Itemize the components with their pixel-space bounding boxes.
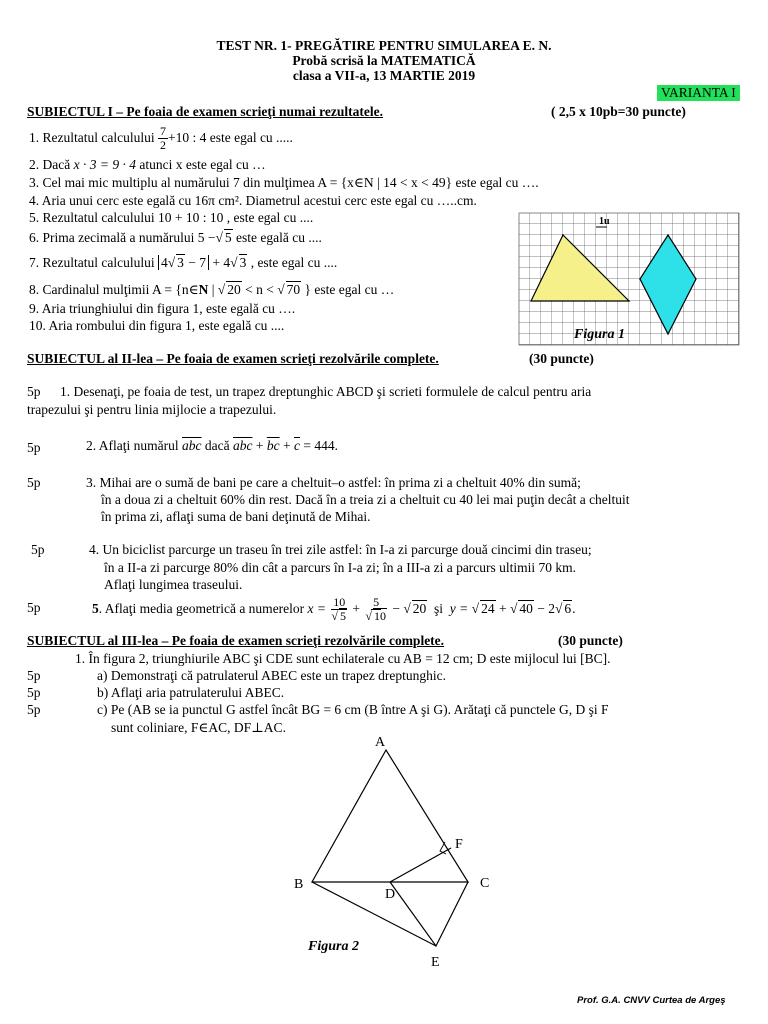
problem-4-points: 5p <box>31 542 45 557</box>
point-b-label: B <box>294 877 304 892</box>
problem-1: 1. Desenaţi, pe foaia de test, un trapez dreptunghic ABCD şi scrieti formulele de calcul pentru aria <box>60 384 592 399</box>
point-a-label: A <box>375 735 386 750</box>
problem-5: 5. Aflaţi media geometrică a numerelor x = $\frac{10}{√ 5}$ + $\frac{5}{√ 10}$ − √ 20 şi y = √ 24 + √ 40 − 2√ 6. <box>92 595 576 624</box>
task-c-cont: sunt coliniare, F∈AC, DF⊥AC. <box>111 720 286 735</box>
question-10: 10. Aria rombului din figura 1, este egală cu .... <box>29 318 285 333</box>
subject-2-title: SUBIECTUL al II-lea – Pe foaia de examen scrieţi rezolvările complete. <box>27 351 439 366</box>
unit-label: 1u <box>599 216 610 227</box>
point-d-label: D <box>385 887 396 902</box>
question-8: 8. Cardinalul mulţimii A = {n∈N | √ 20 < n < √ 70 } este egal cu … <box>29 282 395 297</box>
question-1: 1. Rezultatul calculului $\frac{7}{2}$ +10 : 4 este egal cu ..... <box>29 124 293 153</box>
triangle-cde-sides <box>390 882 468 946</box>
question-5: 5. Rezultatul calculului 10 + 10 : 10 , este egal cu .... <box>29 210 314 225</box>
figure-1-label: Figura 1 <box>574 327 625 342</box>
question-7: 7. Rezultatul calculului 4√ 3 − 7 + 4√ 3 , este egal cu .... <box>29 255 338 270</box>
problem-3-points: 5p <box>27 475 41 490</box>
question-9: 9. Aria triunghiului din figura 1, este egală cu …. <box>29 301 296 316</box>
task-b: b) Aflaţi aria patrulaterului ABEC. <box>97 685 285 700</box>
subject-3-intro: 1. În figura 2, triunghiurile ABC şi CDE sunt echilaterale cu AB = 12 cm; D este mijlocul lui [BC]. <box>75 651 611 666</box>
variant-badge: VARIANTA I <box>657 85 740 101</box>
test-date: clasa a VII-a, 13 MARTIE 2019 <box>292 68 476 83</box>
task-b-points: 5p <box>27 685 41 700</box>
subject-1-title: SUBIECTUL I – Pe foaia de examen scrieţi numai rezultatele. <box>27 104 383 119</box>
task-a-points: 5p <box>27 668 41 683</box>
problem-1-points: 5p <box>27 384 41 399</box>
question-2: 2. Dacă x · 3 = 9 · 4 atunci x este egal cu … <box>29 157 266 172</box>
point-f-label: F <box>455 837 463 852</box>
problem-4-cont1: în a II-a zi parcurge 80% din cât a parcurs în I-a zi; în a III-a zi a parcurs ultimii 70 km. <box>104 560 577 575</box>
point-e-label: E <box>431 955 440 970</box>
triangle-abc <box>312 750 468 882</box>
task-a: a) Demonstraţi că patrulaterul ABEC este un trapez dreptunghic. <box>97 668 447 683</box>
subject-3-points: (30 puncte) <box>558 633 623 648</box>
problem-3-cont1: în a doua zi a cheltuit 60% din rest. Dacă în a treia zi a cheltuit cu 40 lei mai puţin decât a cheltuit <box>101 492 630 507</box>
problem-5-points: 5p <box>27 600 41 615</box>
subject-1-points: ( 2,5 x 10pb=30 puncte) <box>551 104 686 119</box>
figure-2-label: Figura 2 <box>308 939 359 954</box>
question-6: 6. Prima zecimală a numărului 5 −√ 5 este egală cu .... <box>29 230 322 245</box>
problem-3: 3. Mihai are o sumă de bani pe care a cheltuit–o astfel: în prima zi a cheltuit 40% din sumă; <box>86 475 581 490</box>
test-title: TEST NR. 1- PREGĂTIRE PENTRU SIMULAREA E. N. <box>216 38 552 53</box>
problem-2: 2. Aflaţi numărul $\overline{abc}$ dacă $\overline{abc} + \overline{bc} + \overline{c} = 444$. <box>86 438 338 453</box>
task-c-points: 5p <box>27 702 41 717</box>
figure-1 <box>518 212 740 346</box>
segment-df <box>390 848 451 882</box>
problem-1-cont: trapezului şi pentru linia mijlocie a trapezului. <box>27 402 277 417</box>
subject-2-points: (30 puncte) <box>529 351 594 366</box>
question-4: 4. Aria unui cerc este egală cu 16π cm². Diametrul acestui cerc este egal cu …..cm. <box>29 193 477 208</box>
figure-2 <box>290 730 510 975</box>
problem-3-cont2: în prima zi, aflaţi suma de bani deţinută de Mihai. <box>101 509 371 524</box>
right-angle-mark <box>440 842 446 854</box>
problem-4: 4. Un biciclist parcurge un traseu în trei zile astfel: în I-a zi parcurge două cincimi din traseu; <box>89 542 592 557</box>
author-credit: Prof. G.A. CNVV Curtea de Argeş <box>577 995 726 1006</box>
task-c: c) Pe (AB se ia punctul G astfel încât BG = 6 cm (B între A şi G). Arătaţi că punctele G, D şi F <box>97 702 609 717</box>
problem-4-cont2: Aflaţi lungimea traseului. <box>104 577 243 592</box>
point-c-label: C <box>480 876 490 891</box>
question-3: 3. Cel mai mic multiplu al numărului 7 din mulţimea A = {x∈N | 14 < x < 49} este egal cu …. <box>29 175 539 190</box>
test-subtitle: Probă scrisă la MATEMATICĂ <box>292 53 476 68</box>
subject-3-title: SUBIECTUL al III-lea – Pe foaia de examen scrieţi rezolvările complete. <box>27 633 445 648</box>
problem-2-points: 5p <box>27 440 41 455</box>
segment-be <box>312 882 436 946</box>
